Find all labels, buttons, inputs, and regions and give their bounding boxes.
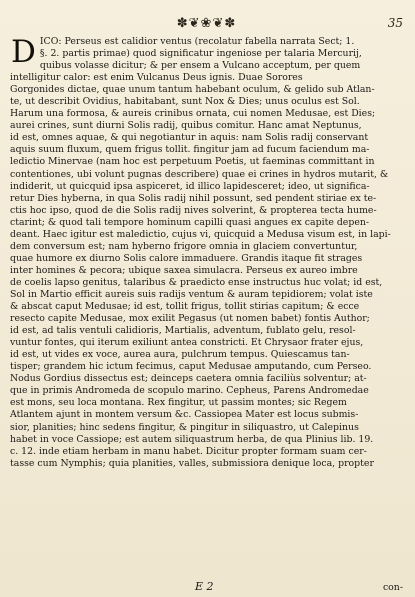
text-line: indiderit, ut quicquid ipsa aspiceret, id illico lapidesceret; ideo, ut significa- (10, 180, 370, 192)
text-line: & abscat caput Medusae; id est, tollit frigus, tollit stirias capitum; & ecce (10, 301, 360, 313)
text-line: ledictio Minervae (nam hoc est perpetuum Poetis, ut faeminas committant in (10, 156, 375, 168)
text-line: ctarint; & quod tali tempore hominum capilli quasi angues ex capite depen- (10, 216, 370, 228)
text-line: quae humore ex diurno Solis calore immaduere. Grandis itaque fit strages (10, 252, 363, 264)
text-line: resecto capite Medusae, mox exilit Pegasus (ut nomen babet) fontis Author; (10, 313, 370, 325)
signature-mark: E 2 (195, 580, 214, 593)
header-ornament: ✽❦❀❦✽ (176, 16, 237, 31)
catchword: con- (382, 582, 403, 593)
text-line: habet in voce Cassiope; est autem siliquastrum herba, de qua Plinius lib. 19. (10, 433, 374, 445)
body-text (10, 36, 403, 470)
text-line: id est, ad talis ventuli calidioris, Martialis, adventum, fublato gelu, resol- (10, 325, 356, 337)
text-line: contentiones, ubi volunt pugnas describere) quae ei crines in hydros mutarit, & (10, 168, 389, 180)
page-number: 35 (387, 16, 403, 30)
text-line: que in primis Andromeda de scopulo marino. Cepheus, Parens Andromedae (10, 385, 369, 397)
text-line: quibus volasse dicitur; & per ensem a Vulcano acceptum, per quem (39, 60, 361, 72)
text-line: ctis hoc ipso, quod de die Solis radij nives solverint, & propterea tecta hume- (10, 204, 377, 216)
text-line: Gorgonides dictae, quae unum tantum habebant oculum, & gelido sub Atlan- (10, 84, 375, 96)
text-line: c. 12. inde etiam herbam in manu habet. Dicitur propter formam suam cer- (10, 445, 367, 457)
page-header (10, 12, 403, 34)
text-line: dem conversum est; nam hyberno frigore omnia in glaciem convertuntur, (10, 240, 358, 252)
text-line: de coelis lapso genitus, talaribus & praedicto ense instructus huc volat; id est, (10, 276, 383, 288)
text-line: intelligitur calor: est enim Vulcanus Deus ignis. Duae Sorores (10, 72, 303, 84)
text-line: te, ut describit Ovidius, habitabant, sunt Nox & Dies; unus oculus est Sol. (10, 96, 360, 108)
text-line: inter homines & pecora; ubique saxea simulacra. Perseus ex aureo imbre (10, 264, 358, 276)
drop-capital: D (11, 34, 36, 70)
text-line: id est, omnes aquae, & qui negotiantur in aquis: nam Solis radij conservant (10, 132, 369, 144)
text-line: tasse cum Nymphis; quia planities, valles, submissiora denique loca, propter (10, 457, 374, 469)
text-line: aurei crines, sunt diurni Solis radij, quibus comitur. Hanc amat Neptunus, (10, 120, 362, 132)
text-line: deant. Haec igitur est maledictio, cujus vi, quicquid a Medusa visum est, in lapi- (10, 228, 391, 240)
text-line: Sol in Martio efficit aureis suis radijs ventum & auram tepidiorem; volat iste (10, 288, 373, 300)
text-line: est mons, seu loca montana. Rex fingitur, ut passim montes; sic Regem (10, 397, 347, 409)
text-line: Atlantem ajunt in montem versum &c. Cassiopea Mater est locus submis- (10, 409, 359, 421)
text-line: tisper; grandem hic ictum fecimus, caput Medusae amputando, cum Perseo. (10, 361, 372, 373)
text-line: id est, ut vides ex voce, aurea aura, pulchrum tempus. Quiescamus tan- (10, 349, 350, 361)
text-line: vuntur fontes, qui iterum exiliunt antea constricti. Et Chrysaor frater ejus, (10, 337, 364, 349)
text-line: ICO: Perseus est calidior ventus (recolatur fabella narrata Sect; 1. (39, 36, 355, 47)
text-line: §. 2. partis primae) quod significatur ingeniose per talaria Mercurij, (39, 48, 362, 60)
text-line: Harum una formosa, & aureis crinibus ornata, cui nomen Medusae, est Dies; (10, 108, 376, 120)
text-line: Nodus Gordius dissectus est; deinceps caetera omnia faciliùs solventur; at- (10, 373, 367, 385)
text-line: aquis suum fluxum, quem frigus tollit. fingitur jam ad fucum faciendum ma- (10, 144, 370, 156)
text-line: sior, planities; hinc sedens fingitur, & pingitur in siliquastro, ut Calepinus (10, 421, 359, 433)
text-line: retur Dies hyberna, in qua Solis radij nihil possunt, sed pendent stiriae ex te- (10, 192, 377, 204)
